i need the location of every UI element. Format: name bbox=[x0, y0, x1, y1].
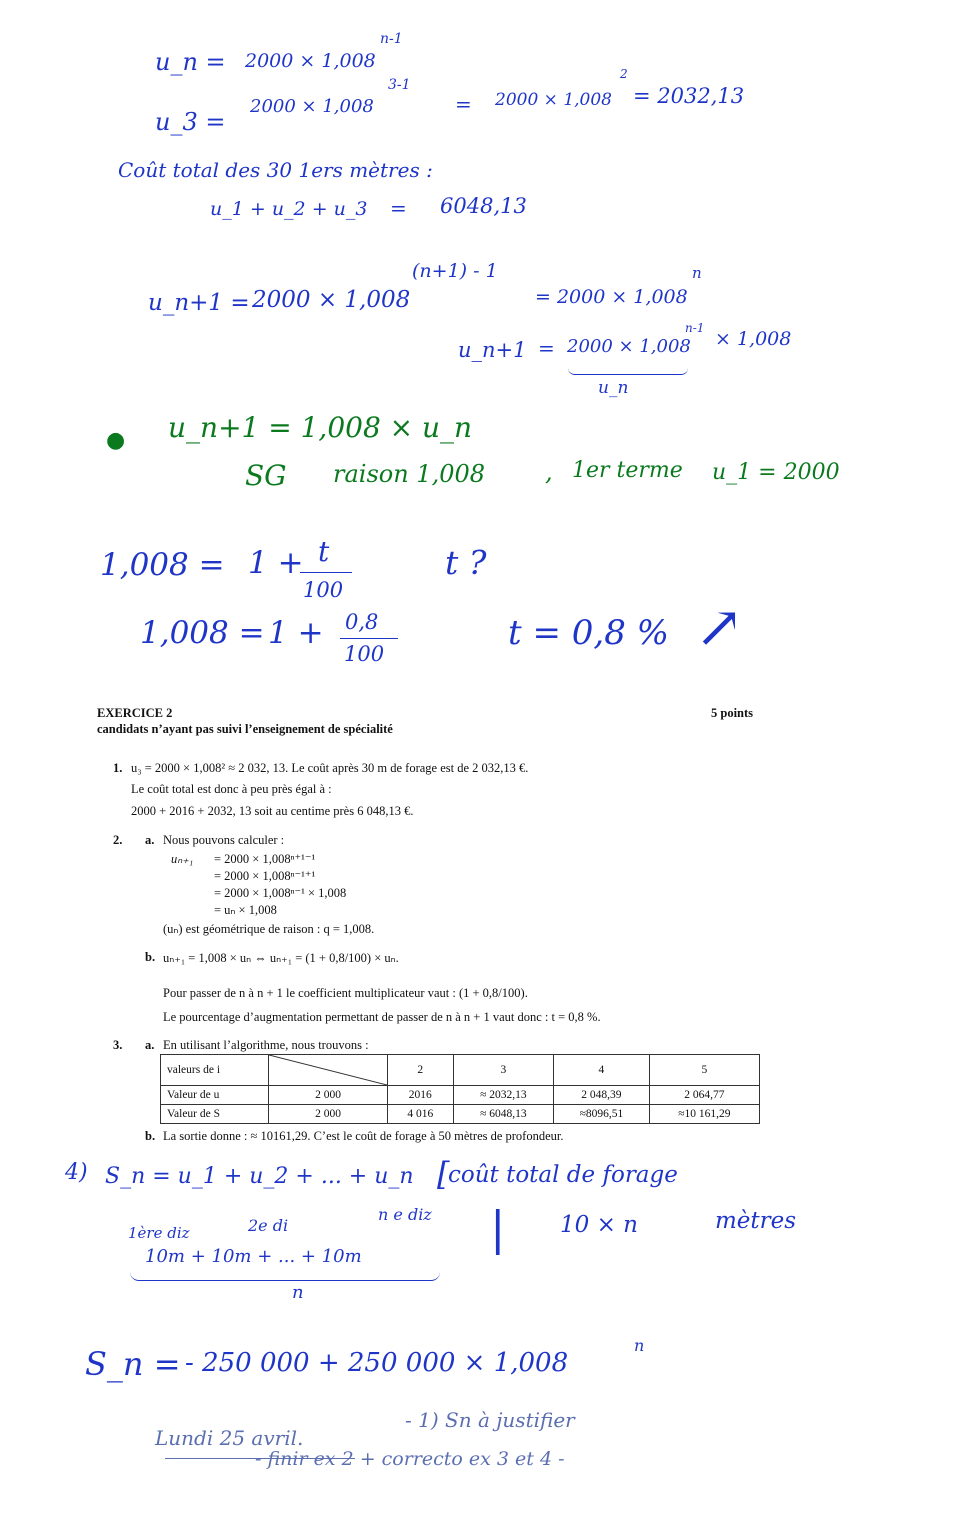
table-header-cell: valeurs de i bbox=[161, 1055, 269, 1086]
q1-line2: Le coût total est donc à peu près égal à : bbox=[131, 782, 332, 796]
note-cout-eq: = bbox=[390, 196, 407, 220]
table-header-diagonal bbox=[269, 1055, 388, 1086]
arrow-up-icon: ↗ bbox=[695, 593, 744, 661]
note-dizn: n e diz bbox=[378, 1205, 432, 1224]
note-t2-den: 100 bbox=[344, 642, 385, 666]
note-un1-mid: 2000 × 1,008 bbox=[252, 287, 411, 313]
table-cell: 4 016 bbox=[388, 1105, 454, 1124]
table-header-cell: 3 bbox=[453, 1055, 554, 1086]
table-row bbox=[161, 1105, 760, 1124]
note-bracket-vertical: | bbox=[490, 1201, 506, 1255]
table-cell: ≈ 2032,13 bbox=[453, 1086, 554, 1105]
note-brace-under bbox=[130, 1272, 440, 1281]
q1-line3: 2000 + 2016 + 2032, 13 soit au centime près 6 048,13 €. bbox=[131, 804, 414, 818]
results-table bbox=[160, 1054, 760, 1124]
table-cell: ≈10 161,29 bbox=[649, 1105, 759, 1124]
note-10m-sum: 10m + 10m + ... + 10m bbox=[145, 1246, 362, 1267]
table-header-cell: 5 bbox=[649, 1055, 759, 1086]
table-cell: 2 064,77 bbox=[649, 1086, 759, 1105]
note-u3-rhs: 2000 × 1,008 bbox=[495, 90, 612, 110]
note-un1-rhs: = 2000 × 1,008 bbox=[535, 286, 688, 308]
note-homework-task1: - 1) Sn à justifier bbox=[405, 1408, 575, 1432]
table-cell: Valeur de S bbox=[161, 1105, 269, 1124]
bullet-dot: ● bbox=[106, 428, 126, 453]
table-header-cell: 4 bbox=[554, 1055, 650, 1086]
note-u3-exp: 3-1 bbox=[388, 77, 411, 93]
note-un1b-rhs: 2000 × 1,008 bbox=[567, 336, 691, 357]
note-10n: 10 × n bbox=[560, 1212, 638, 1238]
q2a-intro: Nous pouvons calculer : bbox=[163, 833, 285, 847]
q3a-label: a. bbox=[145, 1038, 155, 1052]
q1-number: 1. bbox=[113, 761, 123, 775]
q3-number: 3. bbox=[113, 1038, 123, 1052]
q1-line1: u₃ = 2000 × 1,008² ≈ 2 032, 13. Le coût après 30 m de forage est de 2 032,13 €. bbox=[131, 761, 529, 775]
note-green-relation: u_n+1 = 1,008 × u_n bbox=[168, 411, 473, 444]
q2a-eq1: = 2000 × 1,008ⁿ⁺¹⁻¹ bbox=[214, 852, 316, 866]
note-t2-result: t = 0,8 % bbox=[508, 613, 669, 653]
note-u3-eq: = bbox=[455, 92, 472, 116]
note-u3-exp2: 2 bbox=[620, 67, 628, 81]
note-sn-definition: S_n = u_1 + u_2 + ... + u_n bbox=[105, 1164, 414, 1189]
note-u3-mid: 2000 × 1,008 bbox=[250, 96, 374, 117]
note-t-num: t bbox=[318, 535, 330, 568]
table-row bbox=[161, 1086, 760, 1105]
note-sn-formula-rhs: - 250 000 + 250 000 × 1,008 bbox=[185, 1348, 569, 1378]
note-green-sg: SG bbox=[245, 459, 287, 492]
note-t2-one: 1 + bbox=[268, 615, 324, 651]
note-bracket-left: [ bbox=[437, 1155, 450, 1193]
q2b-line3: Le pourcentage d’augmentation permettant de passer de n à n + 1 vaut donc : t = 0,8 %. bbox=[163, 1010, 601, 1024]
q2a-label: a. bbox=[145, 833, 155, 847]
q3b-text: La sortie donne : ≈ 10161,29. C’est le coût de forage à 50 mètres de profondeur. bbox=[163, 1129, 564, 1143]
note-un1b-mul: × 1,008 bbox=[715, 328, 792, 350]
note-sn-formula-exp: n bbox=[634, 1336, 645, 1355]
table-cell: 2016 bbox=[388, 1086, 454, 1105]
q3a-intro: En utilisant l’algorithme, nous trouvons : bbox=[163, 1038, 369, 1052]
note-cout-title: Coût total des 30 1ers mètres : bbox=[118, 158, 433, 182]
note-un-lhs: u_n = bbox=[155, 48, 226, 76]
note-un1b-exp: n-1 bbox=[685, 321, 705, 335]
table-cell: 2 048,39 bbox=[554, 1086, 650, 1105]
note-t-den: 100 bbox=[303, 578, 344, 602]
table-cell: ≈8096,51 bbox=[554, 1105, 650, 1124]
table-header-cell: 2 bbox=[388, 1055, 454, 1086]
exercise-points: 5 points bbox=[711, 706, 754, 720]
note-cout-sum: u_1 + u_2 + u_3 bbox=[210, 198, 368, 220]
note-un1b-eq: = bbox=[538, 336, 555, 360]
note-t2-fraction-bar bbox=[340, 638, 398, 639]
note-u3-lhs: u_3 = bbox=[155, 108, 226, 136]
note-un1-lhs: u_n+1 = bbox=[148, 290, 250, 316]
note-brace-n: n bbox=[292, 1282, 304, 1303]
note-green-comma: , bbox=[545, 458, 553, 486]
note-un-exp: n-1 bbox=[380, 31, 403, 47]
note-un1-rhs-exp: n bbox=[692, 264, 702, 282]
note-cout-value: 6048,13 bbox=[440, 194, 527, 218]
note-diz2: 2e di bbox=[248, 1216, 289, 1235]
table-header-row bbox=[161, 1055, 760, 1086]
q2-number: 2. bbox=[113, 833, 123, 847]
note-t-lhs: 1,008 = bbox=[100, 547, 225, 583]
note-un1b-under: u_n bbox=[598, 378, 629, 398]
note-t2-num: 0,8 bbox=[345, 610, 379, 634]
note-t-one: 1 + bbox=[248, 545, 304, 581]
note-homework-date: Lundi 25 avril. bbox=[155, 1426, 304, 1450]
table-cell: ≈ 6048,13 bbox=[453, 1105, 554, 1124]
table-cell: 2 000 bbox=[269, 1086, 388, 1105]
note-homework-task2: - finir ex 2 + correcto ex 3 et 4 - bbox=[255, 1448, 565, 1470]
table-cell: Valeur de u bbox=[161, 1086, 269, 1105]
q2a-eq2: = 2000 × 1,008ⁿ⁻¹⁺¹ bbox=[214, 869, 316, 883]
q3b-label: b. bbox=[145, 1129, 156, 1143]
note-underbrace bbox=[568, 368, 688, 375]
note-un1-exp: (n+1) - 1 bbox=[412, 260, 498, 282]
note-green-u1: u_1 = 2000 bbox=[712, 460, 840, 485]
note-t-question: t ? bbox=[445, 543, 487, 582]
q2b-line1: uₙ₊₁ = 1,008 × uₙ ⇔ uₙ₊₁ = (1 + 0,8/100) × uₙ. bbox=[163, 951, 399, 965]
note-green-first: 1er terme bbox=[572, 458, 683, 483]
note-green-raison: raison 1,008 bbox=[333, 460, 486, 488]
note-un-rhs: 2000 × 1,008 bbox=[245, 50, 376, 72]
q2a-eq3: = 2000 × 1,008ⁿ⁻¹ × 1,008 bbox=[214, 886, 347, 900]
note-un1b-lhs: u_n+1 bbox=[458, 338, 527, 362]
note-t-fraction-bar bbox=[300, 572, 352, 573]
note-diz1: 1ère diz bbox=[128, 1224, 190, 1242]
q2b-label: b. bbox=[145, 950, 156, 964]
q2a-conclusion: (uₙ) est géométrique de raison : q = 1,008. bbox=[163, 922, 375, 936]
note-q4-label: 4) bbox=[65, 1160, 88, 1185]
note-sn-formula-lhs: S_n = bbox=[85, 1345, 181, 1383]
q2a-eq4: = uₙ × 1,008 bbox=[214, 903, 277, 917]
table-cell: 2 000 bbox=[269, 1105, 388, 1124]
note-metres: mètres bbox=[715, 1208, 797, 1234]
exercise-subtitle: candidats n’ayant pas suivi l’enseignement de spécialité bbox=[97, 722, 393, 736]
q2a-lhs: uₙ₊₁ bbox=[171, 852, 194, 866]
note-cout-total: coût total de forage bbox=[448, 1162, 678, 1188]
exercise-title: EXERCICE 2 bbox=[97, 706, 173, 720]
q2b-line2: Pour passer de n à n + 1 le coefficient multiplicateur vaut : (1 + 0,8/100). bbox=[163, 986, 528, 1000]
note-u3-result: = 2032,13 bbox=[633, 84, 745, 108]
note-t2-lhs: 1,008 = bbox=[140, 615, 265, 651]
